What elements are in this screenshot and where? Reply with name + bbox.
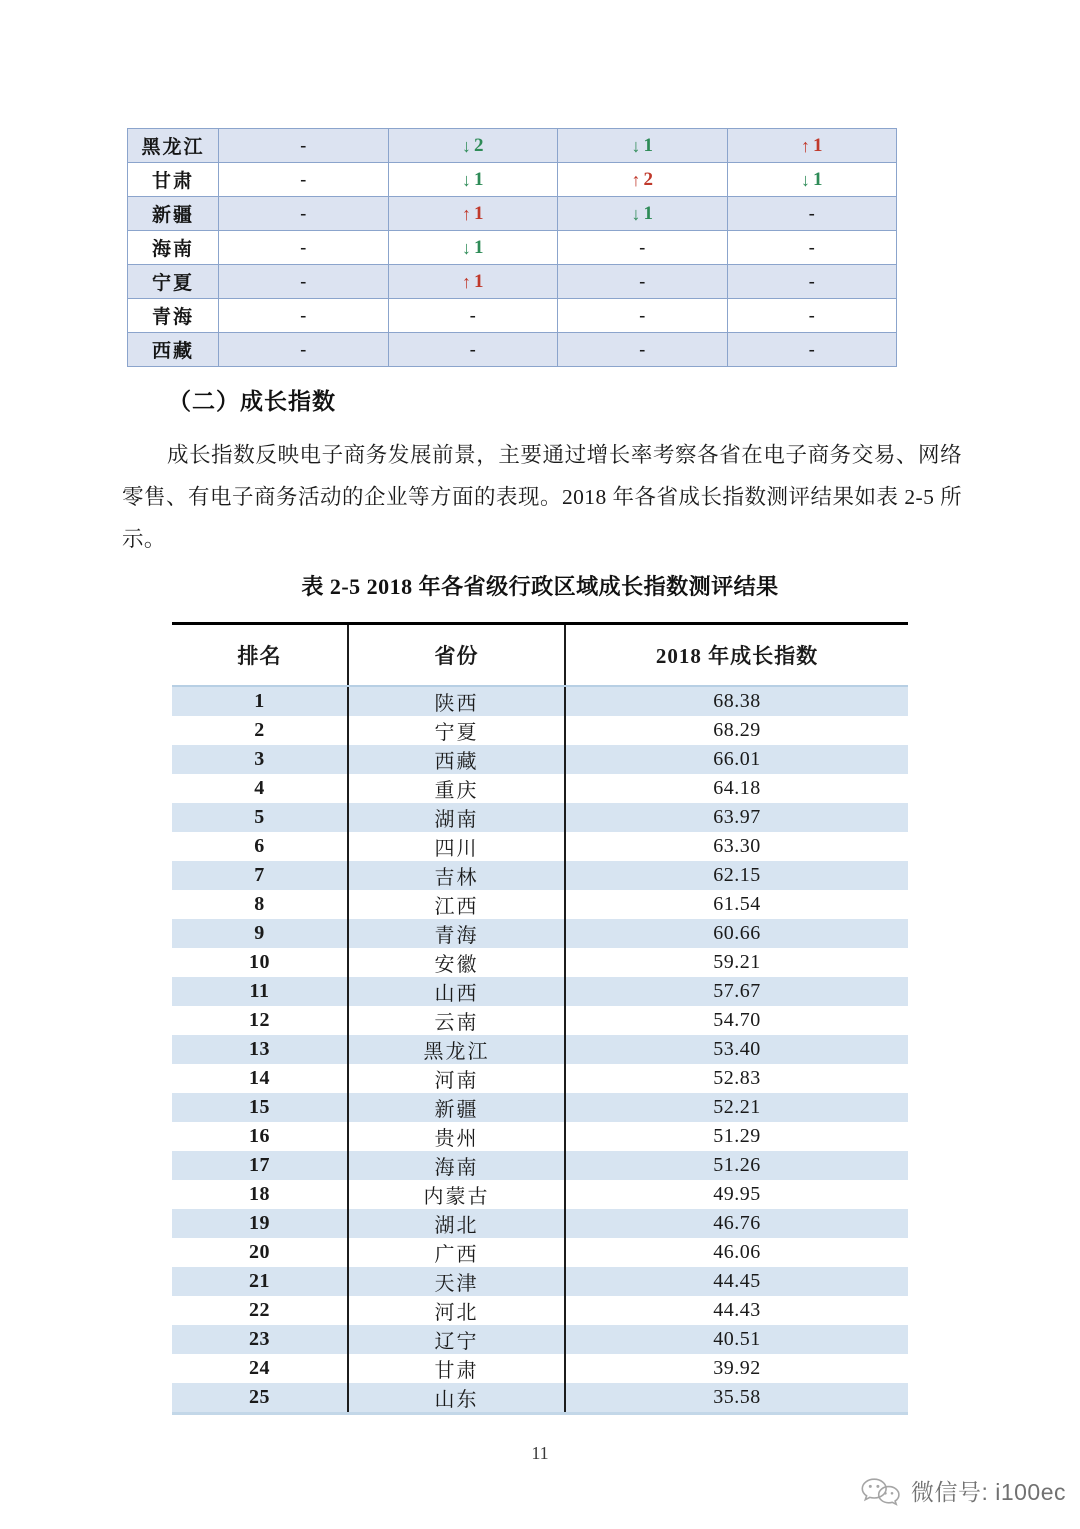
rank-up-indicator xyxy=(462,271,484,293)
cell-province: 吉林 xyxy=(348,861,565,890)
cell-rank: 2 xyxy=(172,716,348,745)
cell-province: 黑龙江 xyxy=(348,1035,565,1064)
change-cell-1 xyxy=(219,129,389,163)
change-cell-3 xyxy=(558,265,728,299)
page-number: 11 xyxy=(531,1443,549,1463)
dash-marker: - xyxy=(469,338,476,359)
cell-growth-index: 61.54 xyxy=(565,890,908,919)
dash-marker: - xyxy=(300,236,307,257)
rank-down-indicator xyxy=(462,169,484,191)
change-cell-4 xyxy=(727,197,897,231)
arrow-up-icon: ↑ xyxy=(631,169,641,190)
cell-rank: 15 xyxy=(172,1093,348,1122)
cell-province: 重庆 xyxy=(348,774,565,803)
growth-index-table-head xyxy=(172,624,908,687)
table-row xyxy=(172,1209,908,1238)
change-cell-3 xyxy=(558,299,728,333)
province-name: 青海 xyxy=(128,299,219,333)
arrow-up-icon: ↑ xyxy=(462,203,471,224)
change-value: 1 xyxy=(474,168,484,190)
change-value: 1 xyxy=(474,236,484,258)
section-heading: （二）成长指数 xyxy=(168,388,336,414)
change-cell-2 xyxy=(388,163,558,197)
rank-up-indicator xyxy=(801,135,823,157)
rank-down-indicator xyxy=(462,237,484,259)
change-cell-3 xyxy=(558,231,728,265)
growth-index-table xyxy=(172,622,908,1415)
change-cell-1 xyxy=(219,333,389,367)
dash-marker: - xyxy=(808,236,815,257)
cell-province: 内蒙古 xyxy=(348,1180,565,1209)
table-row xyxy=(172,890,908,919)
table-header-row xyxy=(172,624,908,687)
cell-growth-index: 68.29 xyxy=(565,716,908,745)
change-cell-1 xyxy=(219,197,389,231)
cell-growth-index: 59.21 xyxy=(565,948,908,977)
cell-rank: 7 xyxy=(172,861,348,890)
cell-rank: 16 xyxy=(172,1122,348,1151)
cell-rank: 14 xyxy=(172,1064,348,1093)
cell-growth-index: 44.43 xyxy=(565,1296,908,1325)
change-cell-1 xyxy=(219,299,389,333)
cell-province: 山东 xyxy=(348,1383,565,1414)
table-row xyxy=(128,265,897,299)
table-row xyxy=(172,977,908,1006)
dash-marker: - xyxy=(808,270,815,291)
cell-growth-index: 63.97 xyxy=(565,803,908,832)
change-cell-4 xyxy=(727,265,897,299)
cell-province: 甘肃 xyxy=(348,1354,565,1383)
dash-marker: - xyxy=(808,338,815,359)
arrow-up-icon: ↑ xyxy=(801,135,810,156)
change-cell-1 xyxy=(219,163,389,197)
table-row xyxy=(172,1383,908,1414)
rank-down-indicator xyxy=(462,135,484,157)
cell-province: 安徽 xyxy=(348,948,565,977)
cell-province: 云南 xyxy=(348,1006,565,1035)
cell-rank: 23 xyxy=(172,1325,348,1354)
change-cell-3 xyxy=(558,129,728,163)
wechat-badge xyxy=(860,1474,1066,1507)
province-name: 海南 xyxy=(128,231,219,265)
cell-province: 贵州 xyxy=(348,1122,565,1151)
cell-rank: 6 xyxy=(172,832,348,861)
cell-growth-index: 53.40 xyxy=(565,1035,908,1064)
cell-province: 广西 xyxy=(348,1238,565,1267)
change-cell-1 xyxy=(219,231,389,265)
cell-growth-index: 39.92 xyxy=(565,1354,908,1383)
arrow-down-icon: ↓ xyxy=(462,169,471,190)
dash-marker: - xyxy=(639,236,646,257)
dash-marker: - xyxy=(300,304,307,325)
cell-rank: 12 xyxy=(172,1006,348,1035)
dash-marker: - xyxy=(639,338,646,359)
change-table xyxy=(127,128,897,367)
dash-marker: - xyxy=(300,270,307,291)
dash-marker: - xyxy=(300,168,307,189)
table-row xyxy=(172,1238,908,1267)
cell-rank: 19 xyxy=(172,1209,348,1238)
table-row xyxy=(172,745,908,774)
cell-rank: 3 xyxy=(172,745,348,774)
dash-marker: - xyxy=(808,202,815,223)
cell-province: 江西 xyxy=(348,890,565,919)
change-table-body xyxy=(128,129,897,367)
change-value: 1 xyxy=(474,202,484,224)
cell-growth-index: 68.38 xyxy=(565,686,908,716)
table-row xyxy=(172,832,908,861)
dash-marker: - xyxy=(300,202,307,223)
cell-growth-index: 51.29 xyxy=(565,1122,908,1151)
table-row xyxy=(128,163,897,197)
table-row xyxy=(172,1093,908,1122)
wechat-id-label: 微信号: i100ec xyxy=(910,1479,1066,1505)
cell-rank: 20 xyxy=(172,1238,348,1267)
change-value: 1 xyxy=(643,202,653,224)
province-name: 甘肃 xyxy=(128,163,219,197)
arrow-down-icon: ↓ xyxy=(462,135,471,156)
cell-growth-index: 66.01 xyxy=(565,745,908,774)
table-row xyxy=(172,1035,908,1064)
arrow-down-icon: ↓ xyxy=(631,135,641,156)
cell-rank: 1 xyxy=(172,686,348,716)
province-name: 新疆 xyxy=(128,197,219,231)
province-name: 西藏 xyxy=(128,333,219,367)
cell-rank: 22 xyxy=(172,1296,348,1325)
cell-growth-index: 49.95 xyxy=(565,1180,908,1209)
table-row xyxy=(172,1267,908,1296)
column-header-rank: 排名 xyxy=(172,624,348,687)
cell-province: 陕西 xyxy=(348,686,565,716)
dash-marker: - xyxy=(808,304,815,325)
cell-growth-index: 54.70 xyxy=(565,1006,908,1035)
change-cell-2 xyxy=(388,265,558,299)
growth-index-table-wrapper xyxy=(172,622,908,1415)
cell-rank: 21 xyxy=(172,1267,348,1296)
rank-up-indicator xyxy=(462,203,484,225)
continued-change-table xyxy=(127,128,897,367)
section-paragraph: 成长指数反映电子商务发展前景，主要通过增长率考察各省在电子商务交易、网络零售、有电子商务活动的企业等方面的表现。2018 年各省成长指数测评结果如表 2-5 所示。 xyxy=(122,443,962,551)
cell-province: 青海 xyxy=(348,919,565,948)
cell-growth-index: 52.21 xyxy=(565,1093,908,1122)
cell-growth-index: 64.18 xyxy=(565,774,908,803)
cell-province: 辽宁 xyxy=(348,1325,565,1354)
arrow-down-icon: ↓ xyxy=(462,237,471,258)
column-header-index: 2018 年成长指数 xyxy=(565,624,908,687)
cell-growth-index: 44.45 xyxy=(565,1267,908,1296)
table-row xyxy=(172,1151,908,1180)
table-row xyxy=(172,716,908,745)
cell-growth-index: 46.06 xyxy=(565,1238,908,1267)
change-value: 2 xyxy=(474,134,484,156)
change-value: 2 xyxy=(643,168,653,190)
cell-growth-index: 62.15 xyxy=(565,861,908,890)
table-row xyxy=(172,686,908,716)
change-cell-3 xyxy=(558,197,728,231)
cell-province: 湖北 xyxy=(348,1209,565,1238)
change-value: 1 xyxy=(474,270,484,292)
arrow-down-icon: ↓ xyxy=(631,203,641,224)
cell-rank: 11 xyxy=(172,977,348,1006)
cell-rank: 25 xyxy=(172,1383,348,1414)
cell-growth-index: 60.66 xyxy=(565,919,908,948)
cell-rank: 24 xyxy=(172,1354,348,1383)
cell-province: 新疆 xyxy=(348,1093,565,1122)
table-caption: 表 2-5 2018 年各省级行政区域成长指数测评结果 xyxy=(301,574,779,599)
cell-province: 天津 xyxy=(348,1267,565,1296)
table-row xyxy=(172,919,908,948)
cell-growth-index: 40.51 xyxy=(565,1325,908,1354)
table-row xyxy=(172,861,908,890)
change-cell-2 xyxy=(388,333,558,367)
cell-rank: 9 xyxy=(172,919,348,948)
change-cell-4 xyxy=(727,333,897,367)
table-row xyxy=(172,1064,908,1093)
change-value: 1 xyxy=(643,134,653,156)
cell-province: 山西 xyxy=(348,977,565,1006)
change-cell-4 xyxy=(727,299,897,333)
cell-province: 四川 xyxy=(348,832,565,861)
table-row xyxy=(128,333,897,367)
change-value: 1 xyxy=(813,168,823,190)
change-cell-4 xyxy=(727,129,897,163)
rank-down-indicator xyxy=(801,169,823,191)
province-name: 黑龙江 xyxy=(128,129,219,163)
column-header-province: 省份 xyxy=(348,624,565,687)
change-cell-2 xyxy=(388,231,558,265)
cell-province: 河北 xyxy=(348,1296,565,1325)
cell-rank: 18 xyxy=(172,1180,348,1209)
dash-marker: - xyxy=(469,304,476,325)
rank-up-indicator xyxy=(632,169,654,191)
table-row xyxy=(128,299,897,333)
change-cell-3 xyxy=(558,163,728,197)
table-row xyxy=(172,1354,908,1383)
rank-down-indicator xyxy=(632,135,654,157)
cell-rank: 17 xyxy=(172,1151,348,1180)
cell-province: 河南 xyxy=(348,1064,565,1093)
cell-province: 海南 xyxy=(348,1151,565,1180)
table-row xyxy=(128,129,897,163)
change-cell-2 xyxy=(388,299,558,333)
table-row xyxy=(172,803,908,832)
table-row xyxy=(172,1180,908,1209)
cell-growth-index: 46.76 xyxy=(565,1209,908,1238)
cell-growth-index: 35.58 xyxy=(565,1383,908,1414)
cell-province: 湖南 xyxy=(348,803,565,832)
dash-marker: - xyxy=(639,304,646,325)
cell-rank: 10 xyxy=(172,948,348,977)
change-cell-4 xyxy=(727,163,897,197)
change-cell-3 xyxy=(558,333,728,367)
change-cell-2 xyxy=(388,129,558,163)
change-cell-4 xyxy=(727,231,897,265)
cell-growth-index: 63.30 xyxy=(565,832,908,861)
cell-rank: 4 xyxy=(172,774,348,803)
table-row xyxy=(128,231,897,265)
cell-growth-index: 51.26 xyxy=(565,1151,908,1180)
table-row xyxy=(172,1122,908,1151)
dash-marker: - xyxy=(300,134,307,155)
table-row xyxy=(172,774,908,803)
arrow-up-icon: ↑ xyxy=(462,271,471,292)
change-value: 1 xyxy=(813,134,823,156)
cell-rank: 13 xyxy=(172,1035,348,1064)
table-row xyxy=(172,948,908,977)
arrow-down-icon: ↓ xyxy=(801,169,810,190)
dash-marker: - xyxy=(639,270,646,291)
change-cell-1 xyxy=(219,265,389,299)
change-cell-2 xyxy=(388,197,558,231)
wechat-logo-icon xyxy=(860,1476,902,1506)
table-row xyxy=(172,1325,908,1354)
cell-province: 西藏 xyxy=(348,745,565,774)
table-row xyxy=(172,1006,908,1035)
cell-rank: 8 xyxy=(172,890,348,919)
growth-index-table-body xyxy=(172,686,908,1414)
cell-growth-index: 52.83 xyxy=(565,1064,908,1093)
cell-rank: 5 xyxy=(172,803,348,832)
rank-down-indicator xyxy=(632,203,654,225)
cell-province: 宁夏 xyxy=(348,716,565,745)
table-row xyxy=(172,1296,908,1325)
province-name: 宁夏 xyxy=(128,265,219,299)
dash-marker: - xyxy=(300,338,307,359)
cell-growth-index: 57.67 xyxy=(565,977,908,1006)
table-row xyxy=(128,197,897,231)
